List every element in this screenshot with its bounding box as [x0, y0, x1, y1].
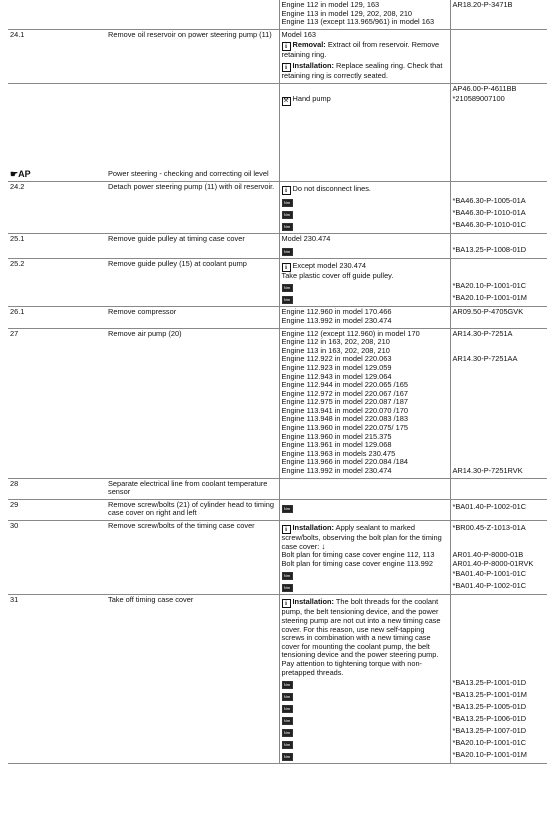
reference-line: [453, 95, 546, 106]
reference-line: [453, 467, 546, 476]
note-line: [282, 727, 448, 737]
reference-code[interactable]: *BA46.30-P-1010-01A: [452, 208, 526, 218]
reference-line: [453, 294, 546, 304]
reference-cell: [450, 307, 547, 328]
note-cell: [279, 328, 450, 478]
note-line: [282, 85, 448, 94]
note-text: Engine 112.922 in model 220.063: [281, 354, 392, 364]
step-number: 24.2: [10, 182, 25, 192]
info-icon: i: [282, 186, 291, 195]
tightening-torque-icon: Nm: [282, 211, 293, 219]
tightening-torque-icon: Nm: [282, 729, 293, 737]
reference-line: [453, 364, 546, 373]
note-line: [282, 41, 448, 60]
step-number: 30: [10, 521, 19, 530]
step-description-cell: [106, 499, 279, 520]
note-line: [282, 18, 448, 27]
note-text: Hand pump: [292, 94, 331, 104]
note-line: [282, 524, 448, 551]
reference-cell: [450, 478, 547, 499]
step-description: Remove screw/bolts (21) of cylinder head to timing case cover on right and left: [108, 499, 274, 518]
note-text: Engine 112.923 in model 129.059: [281, 362, 392, 372]
note-cell: [279, 307, 450, 328]
note-line: [282, 95, 448, 106]
step-number: AP: [18, 168, 31, 179]
step-number-cell: [8, 0, 106, 29]
reference-code[interactable]: *BA20.10-P-1001-01C: [452, 738, 527, 748]
reference-code[interactable]: AR14.30-P-7251A: [452, 328, 513, 338]
note-cell: [279, 29, 450, 83]
note-line: [282, 31, 448, 40]
note-line: [282, 294, 448, 304]
reference-line: [453, 570, 546, 580]
step-number: 29: [10, 499, 19, 509]
reference-line: [453, 1, 546, 10]
reference-line: [453, 197, 546, 207]
note-label: Removal:: [292, 40, 326, 50]
procedure-row: [8, 307, 547, 328]
procedure-row: [8, 182, 547, 234]
reference-line: [453, 355, 546, 364]
step-number-cell: [8, 478, 106, 499]
reference-line: [453, 209, 546, 219]
note-line: [282, 272, 448, 281]
reference-cell: [450, 258, 547, 307]
step-description: Remove guide pulley at timing case cover: [108, 234, 245, 244]
reference-line: [453, 679, 546, 689]
reference-code[interactable]: *BA20.10-P-1001-01M: [452, 293, 527, 303]
reference-code[interactable]: *BA46.30-P-1010-01C: [452, 220, 527, 230]
step-description-cell: [106, 234, 279, 259]
note-text: Extract oil from reservoir. Remove retaining ring.: [281, 40, 440, 60]
step-number-cell: [8, 521, 106, 595]
note-cell: [279, 478, 450, 499]
reference-line: [453, 308, 546, 317]
procedure-row: [8, 328, 547, 478]
info-icon: i: [282, 599, 291, 608]
reference-line: [453, 715, 546, 725]
note-text: Model 230.474: [281, 234, 331, 244]
tightening-torque-icon: Nm: [282, 199, 293, 207]
note-line: [282, 282, 448, 292]
tightening-torque-icon: Nm: [282, 753, 293, 761]
reference-line: [453, 272, 546, 281]
tightening-torque-icon: Nm: [282, 284, 293, 292]
reference-cell: [450, 499, 547, 520]
info-icon: i: [282, 525, 291, 534]
step-description: Remove air pump (20): [108, 328, 182, 338]
note-text: Engine 112.975 in model 220.087 /187: [281, 397, 408, 407]
note-text: Engine 113.961 in model 129.068: [281, 440, 392, 450]
step-number-cell: [8, 307, 106, 328]
reference-cell: [450, 182, 547, 234]
note-cell: [279, 499, 450, 520]
step-description-cell: [106, 83, 279, 182]
note-text: Engine 113.948 in model 220.083 /183: [281, 414, 408, 424]
reference-code[interactable]: AR14.30-P-7251AA: [452, 354, 518, 364]
reference-cell: [450, 328, 547, 478]
reference-line: [453, 524, 546, 551]
note-label: Installation:: [292, 60, 334, 70]
arrow-down-icon: ↓: [321, 541, 326, 551]
reference-line: [453, 441, 546, 450]
reference-code[interactable]: *BA13.25-P-1008-01D: [452, 244, 527, 254]
note-line: [282, 185, 448, 195]
note-text: Engine 113.992 in model 230.474: [281, 315, 392, 325]
note-text: Engine 112.960 in model 170.466: [281, 307, 392, 317]
step-description: Take off timing case cover: [108, 595, 194, 605]
step-description: Power steering - checking and correcting oil level: [108, 168, 269, 178]
procedure-row: [8, 0, 547, 29]
note-text: Engine 113.960 in model 215.375: [281, 431, 392, 441]
step-number: 27: [10, 328, 19, 338]
note-line: [282, 679, 448, 689]
step-description-cell: [106, 258, 279, 307]
reference-cell: [450, 234, 547, 259]
reference-line: [453, 235, 546, 244]
note-line: [282, 503, 448, 513]
note-text: Replace sealing ring. Check that retaining ring is correctly seated.: [281, 60, 443, 80]
note-line: [282, 715, 448, 725]
reference-code[interactable]: *BA20.10-P-1001-01M: [452, 750, 527, 760]
note-line: [282, 570, 448, 580]
note-label: Installation:: [292, 597, 334, 607]
note-text: Except model 230.474: [292, 260, 367, 270]
reference-line: [453, 373, 546, 382]
step-number: 28: [10, 478, 19, 488]
step-number: 26.1: [10, 307, 25, 317]
note-cell: [279, 0, 450, 29]
reference-cell: [450, 83, 547, 182]
note-text: The bolt threads for the coolant pump, the belt tensioning device, and the power steering pump are not cut into a new timing case cover. For this reason, use new self-tapping screws in combination with a new timing case cover for mounting the coolant pump, the belt tensioning device and the power steering pump. Pay attention to tightening torque with non-pretapped threads.: [281, 597, 441, 677]
note-text: Engine 113 (except 113.965/961) in model 163: [281, 17, 435, 27]
reference-code[interactable]: *BA01.40-P-1001-01C: [452, 569, 527, 579]
note-text: Engine 113.966 in model 220.084 /184: [281, 457, 408, 467]
note-cell: [279, 258, 450, 307]
tightening-torque-icon: Nm: [282, 223, 293, 231]
reference-line: [453, 317, 546, 326]
note-text: Engine 113.941 in model 220.070 /170: [281, 405, 408, 415]
procedure-row: [8, 521, 547, 595]
note-text: Take plastic cover off guide pulley.: [281, 270, 394, 280]
reference-code[interactable]: *BA13.25-P-1007-01D: [452, 726, 527, 736]
note-line: [282, 691, 448, 701]
reference-line: [453, 221, 546, 231]
procedure-row: [8, 234, 547, 259]
note-line: [282, 751, 448, 761]
reference-line: [453, 41, 546, 60]
step-number-cell: [8, 258, 106, 307]
note-line: [282, 467, 448, 476]
step-description-cell: [106, 478, 279, 499]
note-text: Bolt plan for timing case cover engine 112, 113: [281, 550, 435, 560]
note-text: Engine 113.960 in model 220.075/ 175: [281, 423, 408, 433]
reference-line: [453, 18, 546, 27]
step-description-cell: [106, 307, 279, 328]
step-description: Remove oil reservoir on power steering pump (11): [108, 29, 272, 39]
reference-code[interactable]: *BA13.25-P-1005-01D: [452, 702, 527, 712]
info-icon: i: [282, 42, 291, 51]
reference-cell: [450, 521, 547, 595]
note-line: [282, 598, 448, 677]
step-number-cell: [8, 29, 106, 83]
reference-cell: [450, 595, 547, 764]
step-number-cell: [8, 499, 106, 520]
note-text: Model 163: [281, 29, 317, 39]
reference-line: [453, 262, 546, 272]
reference-line: [453, 31, 546, 40]
step-description-cell: [106, 29, 279, 83]
reference-line: [453, 739, 546, 749]
step-number-cell: [8, 328, 106, 478]
reference-cell: [450, 29, 547, 83]
reference-cell: [450, 0, 547, 29]
step-description: Detach power steering pump (11) with oil reservoir.: [108, 182, 275, 192]
procedure-page: [8, 0, 547, 764]
tightening-torque-icon: Nm: [282, 681, 293, 689]
note-text: Engine 112.943 in model 129.064: [281, 371, 392, 381]
procedure-row: [8, 83, 547, 182]
reference-line: [453, 407, 546, 416]
info-icon: i: [282, 63, 291, 72]
reference-code[interactable]: AR01.40-P-8000-01RVK: [452, 558, 534, 568]
procedure-table-body: [8, 0, 547, 764]
reference-line: [453, 703, 546, 713]
tightening-torque-icon: Nm: [282, 705, 293, 713]
note-text: Engine 113.992 in model 230.474: [281, 466, 392, 476]
tightening-torque-icon: Nm: [282, 693, 293, 701]
note-line: [282, 235, 448, 244]
note-text: Engine 112.972 in model 220.067 /167: [281, 388, 408, 398]
note-text: Do not disconnect lines.: [292, 184, 371, 194]
reference-line: [453, 338, 546, 347]
reference-line: [453, 727, 546, 737]
reference-line: [453, 246, 546, 256]
note-line: [282, 317, 448, 326]
note-cell: [279, 234, 450, 259]
note-text: Engine 112 (except 112.960) in model 170: [281, 328, 420, 338]
tightening-torque-icon: Nm: [282, 248, 293, 256]
step-description-cell: [106, 0, 279, 29]
note-line: [282, 739, 448, 749]
step-number: 31: [10, 595, 19, 605]
note-text: Engine 112 in 163, 202, 208, 210: [281, 337, 390, 347]
reference-code[interactable]: AR09.50-P-4705GVK: [452, 307, 524, 317]
step-description-cell: [106, 182, 279, 234]
reference-line: [453, 582, 546, 592]
reference-line: [453, 10, 546, 19]
step-number-cell: [8, 595, 106, 764]
reference-line: [453, 415, 546, 424]
reference-code[interactable]: *210589007100: [452, 94, 505, 104]
reference-code[interactable]: AR01.40-P-8000-01B: [452, 550, 524, 560]
step-description-cell: [106, 328, 279, 478]
note-line: [282, 221, 448, 231]
note-cell: [279, 182, 450, 234]
note-text: Engine 113.963 in models 230.475: [281, 448, 396, 458]
tightening-torque-icon: Nm: [282, 584, 293, 592]
note-text: Bolt plan for timing case cover engine 113.992: [281, 558, 433, 568]
reference-line: [453, 85, 546, 94]
note-cell: [279, 521, 450, 595]
step-number: 25.1: [10, 234, 25, 244]
procedure-row: [8, 258, 547, 307]
note-line: [282, 197, 448, 207]
step-number-cell: [8, 182, 106, 234]
tightening-torque-icon: Nm: [282, 505, 293, 513]
procedure-row: [8, 499, 547, 520]
reference-code[interactable]: *BA13.25-P-1006-01D: [452, 714, 527, 724]
note-line: [282, 209, 448, 219]
tightening-torque-icon: Nm: [282, 741, 293, 749]
reference-line: [453, 390, 546, 399]
reference-code[interactable]: *BA13.25-P-1001-01M: [452, 690, 527, 700]
step-description: Remove compressor: [108, 307, 177, 317]
procedure-row: [8, 595, 547, 764]
note-text: Engine 113 in model 129, 202, 208, 210: [281, 8, 413, 18]
reference-line: [453, 424, 546, 433]
step-number: 24.1: [10, 29, 25, 39]
step-number: 25.2: [10, 258, 25, 268]
special-tool-icon: ⚒: [283, 98, 289, 105]
note-text: Apply sealant to marked screw/bolts, observing the bolt plan for the timing case cover:: [281, 523, 442, 551]
tightening-torque-icon: Nm: [282, 572, 293, 580]
note-text: Engine 112 in model 129, 163: [281, 0, 380, 9]
step-description: Remove screw/bolts of the timing case cover: [108, 521, 255, 530]
reference-code[interactable]: *BA01.40-P-1002-01C: [452, 581, 527, 591]
reference-line: [453, 450, 546, 459]
procedure-row: [8, 478, 547, 499]
reference-code[interactable]: *BA13.25-P-1001-01D: [452, 678, 527, 688]
reference-line: [453, 598, 546, 677]
reference-code[interactable]: *BR00.45-Z-1013-01A: [452, 523, 526, 532]
step-description-cell: [106, 521, 279, 595]
reference-line: [453, 503, 546, 513]
hand-pointer-icon: ☛: [10, 168, 19, 179]
reference-line: [453, 751, 546, 761]
note-line: [282, 703, 448, 713]
reference-line: [453, 62, 546, 81]
reference-code[interactable]: *BA20.10-P-1001-01C: [452, 281, 527, 291]
note-label: Installation:: [292, 523, 334, 532]
step-description: Separate electrical line from coolant temperature sensor: [108, 478, 268, 497]
note-cell: [279, 83, 450, 182]
step-description: Remove guide pulley (15) at coolant pump: [108, 258, 247, 268]
step-number-cell: [8, 83, 106, 182]
reference-line: [453, 691, 546, 701]
reference-code[interactable]: *BA01.40-P-1002-01C: [452, 501, 527, 511]
note-line: [282, 560, 448, 569]
tightening-torque-icon: Nm: [282, 717, 293, 725]
reference-line: [453, 282, 546, 292]
reference-line: [453, 398, 546, 407]
info-icon: i: [282, 263, 291, 272]
note-line: [282, 62, 448, 81]
note-line: [282, 246, 448, 256]
step-number-cell: [8, 234, 106, 259]
reference-code[interactable]: *BA46.30-P-1005-01A: [452, 196, 526, 206]
procedure-table: [8, 0, 547, 764]
reference-line: [453, 381, 546, 390]
reference-line: [453, 433, 546, 442]
reference-code[interactable]: AP46.00-P-4611BB: [452, 83, 517, 93]
procedure-row: [8, 29, 547, 83]
note-cell: [279, 595, 450, 764]
reference-line: [453, 330, 546, 339]
reference-code[interactable]: AR18.20-P-3471B: [452, 0, 513, 9]
reference-line: [453, 185, 546, 195]
note-text: Engine 113 in 163, 202, 208, 210: [281, 345, 390, 355]
tightening-torque-icon: Nm: [282, 296, 293, 304]
note-line: [282, 582, 448, 592]
reference-code[interactable]: AR14.30-P-7251RVK: [452, 466, 523, 476]
note-text: Engine 112.944 in model 220.065 /165: [281, 380, 408, 390]
reference-line: [453, 560, 546, 569]
step-description-cell: [106, 595, 279, 764]
